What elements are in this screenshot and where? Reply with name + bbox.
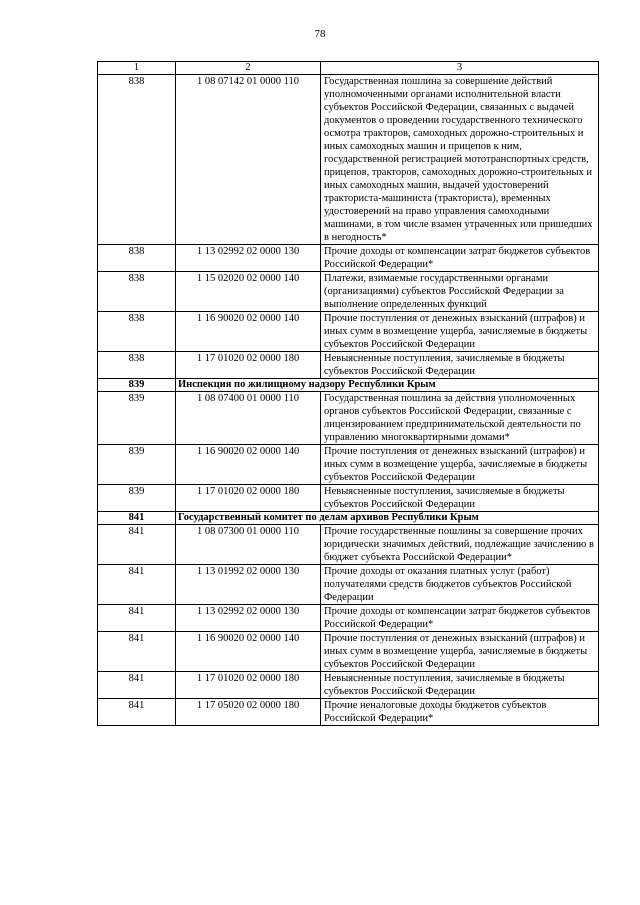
- table-row: [98, 272, 599, 312]
- revenue-code-cell: 1 17 01020 02 0000 180: [176, 485, 321, 512]
- admin-code-cell: 841: [98, 565, 176, 605]
- table-row: [98, 245, 599, 272]
- admin-code-cell: 838: [98, 312, 176, 352]
- revenue-code-cell: 1 16 90020 02 0000 140: [176, 445, 321, 485]
- admin-code-cell: 838: [98, 75, 176, 245]
- description-cell: Платежи, взимаемые государственными органами (организациями) субъектов Российской Федерации за выполнение определенных функций: [321, 272, 599, 312]
- table-header-row: [98, 62, 599, 75]
- description-cell: Невыясненные поступления, зачисляемые в бюджеты субъектов Российской Федерации: [321, 352, 599, 379]
- admin-code-cell: 841: [98, 699, 176, 726]
- revenue-code-cell: 1 13 02992 02 0000 130: [176, 245, 321, 272]
- revenue-code-cell: 1 16 90020 02 0000 140: [176, 312, 321, 352]
- admin-code-cell: 841: [98, 525, 176, 565]
- column-header-3: 3: [321, 62, 599, 75]
- table-row: [98, 392, 599, 445]
- section-admin-code: 841: [98, 512, 176, 525]
- section-title: Инспекция по жилищному надзору Республики Крым: [176, 379, 599, 392]
- table-row: [98, 605, 599, 632]
- table-row: [98, 672, 599, 699]
- admin-code-cell: 839: [98, 445, 176, 485]
- admin-code-cell: 839: [98, 392, 176, 445]
- revenue-code-cell: 1 13 01992 02 0000 130: [176, 565, 321, 605]
- description-cell: Прочие поступления от денежных взысканий (штрафов) и иных сумм в возмещение ущерба, зачисляемые в бюджеты субъектов Российской Федерации: [321, 445, 599, 485]
- column-header-1: 1: [98, 62, 176, 75]
- section-header-row: [98, 379, 599, 392]
- revenue-code-cell: 1 08 07400 01 0000 110: [176, 392, 321, 445]
- revenue-code-cell: 1 17 01020 02 0000 180: [176, 352, 321, 379]
- admin-code-cell: 838: [98, 352, 176, 379]
- description-cell: Прочие доходы от компенсации затрат бюджетов субъектов Российской Федерации*: [321, 245, 599, 272]
- revenue-code-cell: 1 13 02992 02 0000 130: [176, 605, 321, 632]
- revenue-code-cell: 1 08 07142 01 0000 110: [176, 75, 321, 245]
- revenue-codes-table: [97, 61, 599, 726]
- admin-code-cell: 839: [98, 485, 176, 512]
- table-row: [98, 699, 599, 726]
- admin-code-cell: 841: [98, 632, 176, 672]
- page-number: 78: [314, 28, 326, 40]
- section-admin-code: 839: [98, 379, 176, 392]
- table-row: [98, 632, 599, 672]
- table-body: [98, 75, 599, 726]
- table-row: [98, 525, 599, 565]
- table-row: [98, 485, 599, 512]
- column-header-2: 2: [176, 62, 321, 75]
- section-title: Государственный комитет по делам архивов Республики Крым: [176, 512, 599, 525]
- admin-code-cell: 838: [98, 272, 176, 312]
- description-cell: Государственная пошлина за совершение действий уполномоченными органами исполнительной власти субъектов Российской Федерации, связанных с выдачей документов о проведении государственного технического осмотра тракторов, самоходных дорожно-строительных и иных самоходных машин и прицепов к ним, государственной регистрацией мототранспортных средств, прицепов, тракторов, самоходных дорожно-строительных и иных самоходных машин, выдачей удостоверений тракториста-машиниста (тракториста), временных удостоверений на право управления самоходными машинами, в том числе взамен утраченных или пришедших в негодность*: [321, 75, 599, 245]
- description-cell: Прочие доходы от компенсации затрат бюджетов субъектов Российской Федерации*: [321, 605, 599, 632]
- description-cell: Прочие поступления от денежных взысканий (штрафов) и иных сумм в возмещение ущерба, зачисляемые в бюджеты субъектов Российской Федерации: [321, 312, 599, 352]
- description-cell: Прочие поступления от денежных взысканий (штрафов) и иных сумм в возмещение ущерба, зачисляемые в бюджеты субъектов Российской Федерации: [321, 632, 599, 672]
- table-row: [98, 312, 599, 352]
- revenue-code-cell: 1 08 07300 01 0000 110: [176, 525, 321, 565]
- description-cell: Прочие государственные пошлины за совершение прочих юридически значимых действий, подлежащие зачислению в бюджет субъекта Российской Федерации*: [321, 525, 599, 565]
- admin-code-cell: 841: [98, 605, 176, 632]
- description-cell: Невыясненные поступления, зачисляемые в бюджеты субъектов Российской Федерации: [321, 485, 599, 512]
- table-row: [98, 352, 599, 379]
- table-row: [98, 75, 599, 245]
- section-header-row: [98, 512, 599, 525]
- description-cell: Невыясненные поступления, зачисляемые в бюджеты субъектов Российской Федерации: [321, 672, 599, 699]
- table-row: [98, 565, 599, 605]
- revenue-code-cell: 1 17 01020 02 0000 180: [176, 672, 321, 699]
- admin-code-cell: 838: [98, 245, 176, 272]
- description-cell: Прочие доходы от оказания платных услуг (работ) получателями средств бюджетов субъектов Российской Федерации: [321, 565, 599, 605]
- revenue-code-cell: 1 17 05020 02 0000 180: [176, 699, 321, 726]
- admin-code-cell: 841: [98, 672, 176, 699]
- table-row: [98, 445, 599, 485]
- description-cell: Государственная пошлина за действия уполномоченных органов субъектов Российской Федерации, связанные с лицензированием предпринимательской деятельности по управлению многоквартирными домами*: [321, 392, 599, 445]
- revenue-code-cell: 1 16 90020 02 0000 140: [176, 632, 321, 672]
- description-cell: Прочие неналоговые доходы бюджетов субъектов Российской Федерации*: [321, 699, 599, 726]
- revenue-code-cell: 1 15 02020 02 0000 140: [176, 272, 321, 312]
